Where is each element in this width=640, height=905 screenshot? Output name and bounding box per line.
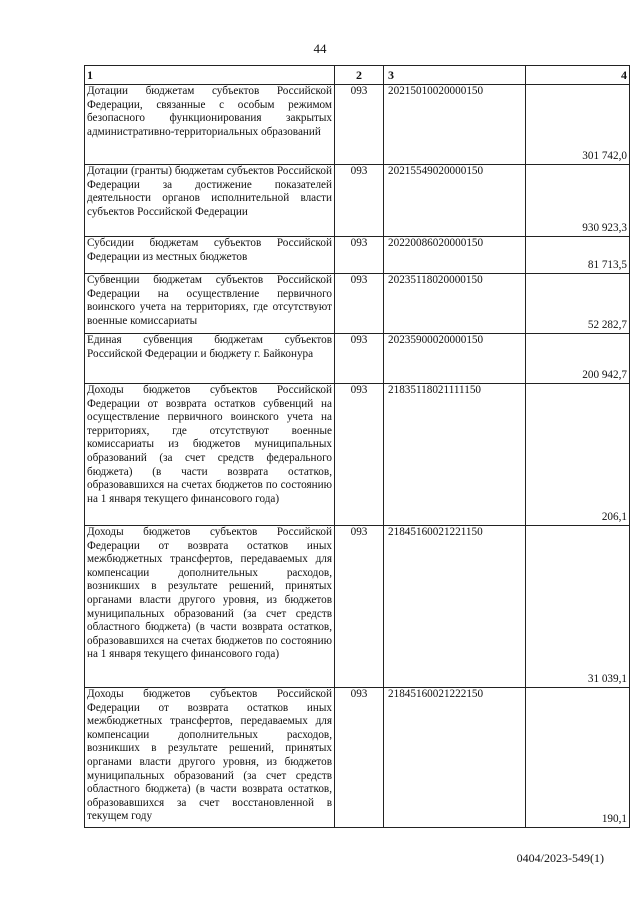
column-header-3: 3: [384, 66, 526, 85]
table-row: [85, 688, 630, 828]
row-budget-code: 21845160021221150: [384, 526, 526, 688]
row-name: Дотации бюджетам субъектов Российской Федерации, связанные с особым режимом безопасного функционирования закрытых административно-территориальных образований: [85, 85, 335, 165]
table-row: [85, 526, 630, 688]
table-header-row: [85, 66, 630, 85]
row-amount: 301 742,0: [526, 85, 630, 165]
table-row: [85, 165, 630, 237]
row-budget-code: 20235900020000150: [384, 334, 526, 384]
row-amount: 200 942,7: [526, 334, 630, 384]
row-amount: 206,1: [526, 384, 630, 526]
row-name: Единая субвенция бюджетам субъектов Российской Федерации и бюджету г. Байконура: [85, 334, 335, 384]
row-budget-code: 20220086020000150: [384, 237, 526, 274]
row-budget-code: 20215549020000150: [384, 165, 526, 237]
row-admin-code: 093: [335, 165, 384, 237]
column-header-4: 4: [526, 66, 630, 85]
row-admin-code: 093: [335, 384, 384, 526]
row-budget-code: 20215010020000150: [384, 85, 526, 165]
row-admin-code: 093: [335, 526, 384, 688]
row-name: Доходы бюджетов субъектов Российской Федерации от возврата остатков иных межбюджетных трансфертов, передаваемых для компенсации дополнительных расходов, возникших в результате решений, принятых органами власти другого уровня, из бюджетов муниципальных образований (за счет средств областного бюджета) (в части возврата остатков, образовавшихся на счетах бюджетов по состоянию на 1 января текущего финансового года): [85, 526, 335, 688]
table-row: [85, 274, 630, 334]
row-amount: 52 282,7: [526, 274, 630, 334]
row-name: Доходы бюджетов субъектов Российской Федерации от возврата остатков иных межбюджетных трансфертов, передаваемых для компенсации дополнительных расходов, возникших в результате решений, принятых органами власти другого уровня, из бюджетов муниципальных образований (за счет средств областного бюджета) (в части возврата остатков, образовавшихся за счет восстановленной в текущем году: [85, 688, 335, 828]
row-name: Субвенции бюджетам субъектов Российской Федерации на осуществление первичного воинского учета на территориях, где отсутствуют военные комиссариаты: [85, 274, 335, 334]
row-budget-code: 21845160021222150: [384, 688, 526, 828]
budget-table: [84, 65, 630, 828]
document-id: 0404/2023-549(1): [516, 851, 604, 865]
row-budget-code: 20235118020000150: [384, 274, 526, 334]
row-name: Дотации (гранты) бюджетам субъектов Российской Федерации за достижение показателей деятельности органов исполнительной власти субъектов Российской Федерации: [85, 165, 335, 237]
column-header-1: 1: [85, 66, 335, 85]
row-amount: 31 039,1: [526, 526, 630, 688]
row-name: Доходы бюджетов субъектов Российской Федерации от возврата остатков субвенций на осуществление первичного воинского учета на территориях, где отсутствуют военные комиссариаты из бюджетов муниципальных образований (за счет средств федерального бюджета) (в части возврата остатков, образовавшихся на счетах бюджетов по состоянию на 1 января текущего финансового года): [85, 384, 335, 526]
row-amount: 190,1: [526, 688, 630, 828]
row-admin-code: 093: [335, 274, 384, 334]
row-budget-code: 21835118021111150: [384, 384, 526, 526]
row-amount: 930 923,3: [526, 165, 630, 237]
table-row: [85, 334, 630, 384]
row-admin-code: 093: [335, 334, 384, 384]
row-amount: 81 713,5: [526, 237, 630, 274]
page-number: 44: [313, 41, 327, 56]
table-row: [85, 384, 630, 526]
row-admin-code: 093: [335, 85, 384, 165]
column-header-2: 2: [335, 66, 384, 85]
row-admin-code: 093: [335, 688, 384, 828]
row-admin-code: 093: [335, 237, 384, 274]
table-row: [85, 85, 630, 165]
table-row: [85, 237, 630, 274]
row-name: Субсидии бюджетам субъектов Российской Федерации из местных бюджетов: [85, 237, 335, 274]
